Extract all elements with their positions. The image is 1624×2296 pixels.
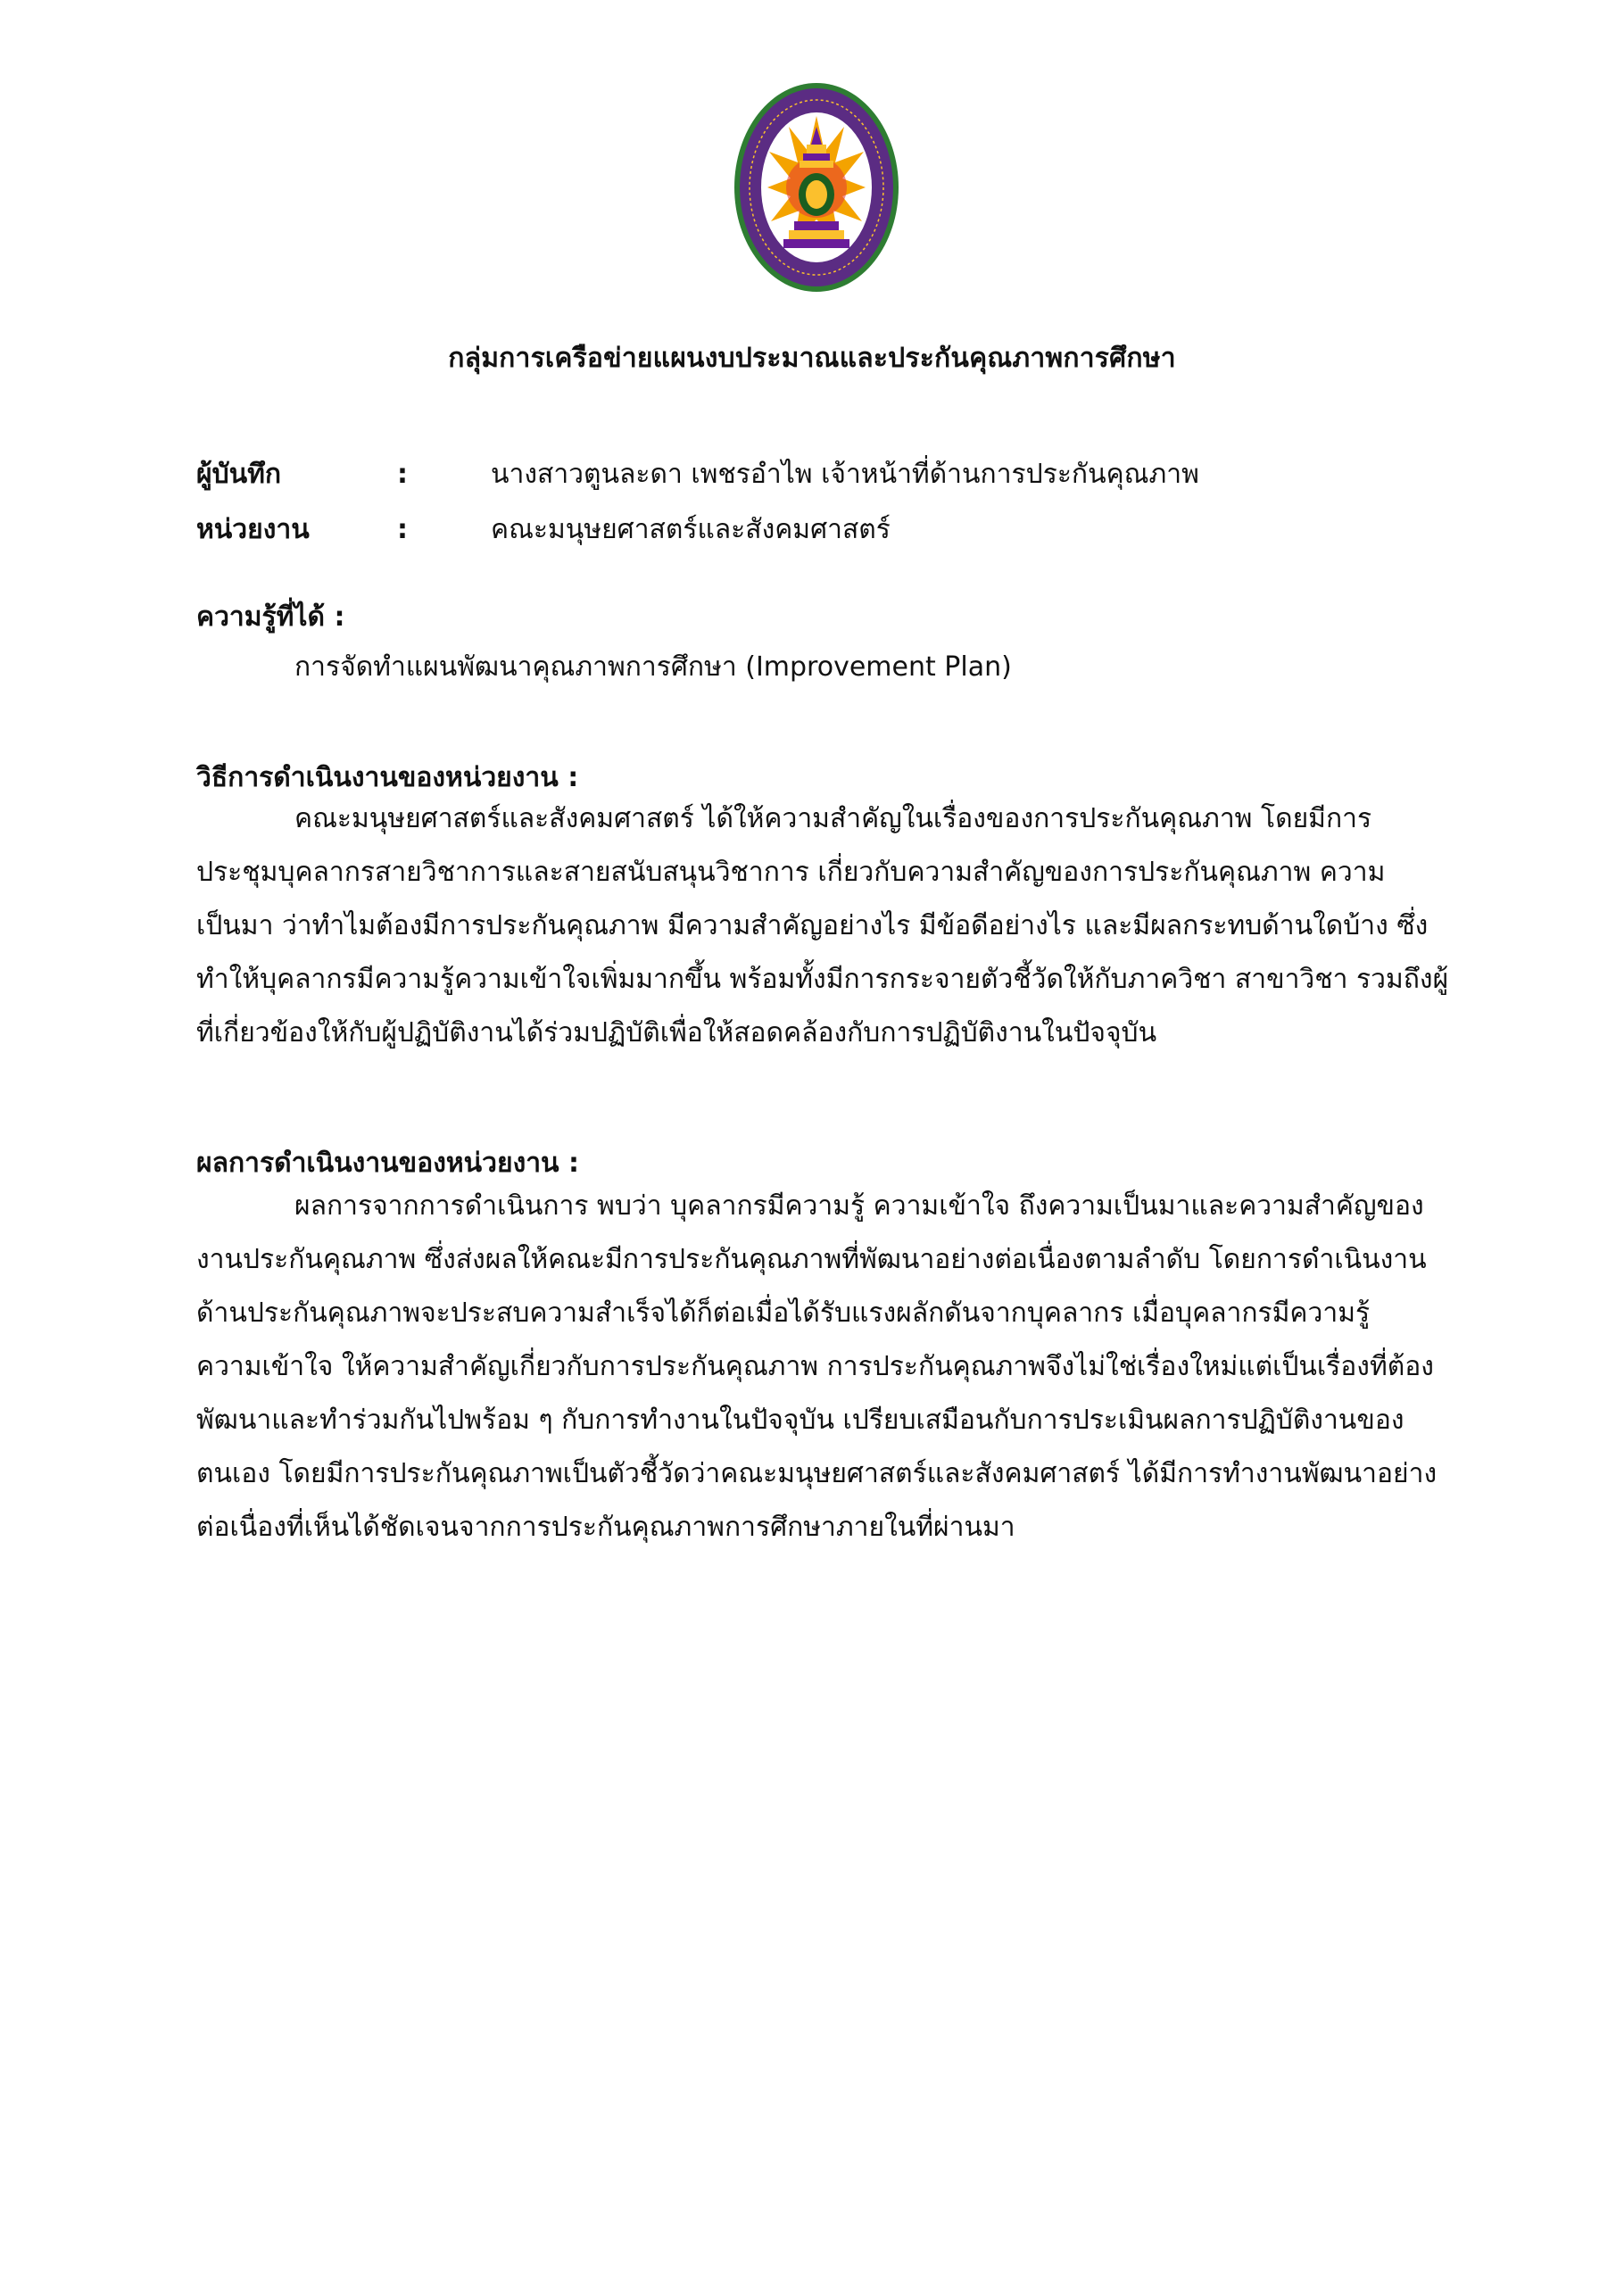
knowledge-text: การจัดทำแผนพัฒนาคุณภาพการศึกษา (Improvement Plan): [294, 651, 1012, 683]
method-line: เป็นมา ว่าทำไมต้องมีการประกันคุณภาพ มีความสำคัญอย่างไร มีข้อดีอย่างไร และมีผลกระทบด้านใดบ้าง ซึ่ง: [196, 910, 1429, 941]
university-seal-logo: [732, 80, 901, 294]
recorder-label: ผู้บันทึก: [196, 459, 282, 490]
unit-value: คณะมนุษยศาสตร์และสังคมศาสตร์: [491, 514, 891, 545]
result-line: ตนเอง โดยมีการประกันคุณภาพเป็นตัวชี้วัดว่าคณะมนุษยศาสตร์และสังคมศาสตร์ ได้มีการทำงานพัฒนาอย่าง: [196, 1458, 1438, 1489]
document-title: กลุ่มการเครือข่ายแผนงบประมาณและประกันคุณภาพการศึกษา: [448, 343, 1176, 374]
result-line: ผลการจากการดำเนินการ พบว่า บุคลากรมีความรู้ ความเข้าใจ ถึงความเป็นมาและความสำคัญของ: [294, 1190, 1424, 1222]
method-line: ประชุมบุคลากรสายวิชาการและสายสนับสนุนวิชาการ เกี่ยวกับความสำคัญของการประกันคุณภาพ ความ: [196, 857, 1386, 888]
result-heading: ผลการดำเนินงานของหน่วยงาน :: [196, 1148, 580, 1179]
method-paragraph: [196, 792, 1449, 1060]
result-line: พัฒนาและทำร่วมกันไปพร้อม ๆ กับการทำงานในปัจจุบัน เปรียบเสมือนกับการประเมินผลการปฏิบัติงานของ: [196, 1405, 1404, 1436]
method-line: ทำให้บุคลากรมีความรู้ความเข้าใจเพิ่มมากขึ้น พร้อมทั้งมีการกระจายตัวชี้วัดให้กับภาควิชา สาขาวิชา รวมถึงผู้: [196, 964, 1449, 995]
result-line: ด้านประกันคุณภาพจะประสบความสำเร็จได้ก็ต่อเมื่อได้รับแรงผลักดันจากบุคลากร เมื่อบุคลากรมีความรู้: [196, 1297, 1371, 1329]
recorder-colon: :: [397, 459, 408, 490]
knowledge-heading: ความรู้ที่ได้ :: [196, 601, 345, 633]
unit-colon: :: [397, 514, 408, 545]
unit-label: หน่วยงาน: [196, 514, 310, 545]
recorder-value: นางสาวตูนละดา เพชรอำไพ เจ้าหน้าที่ด้านการประกันคุณภาพ: [491, 459, 1199, 490]
result-line: ต่อเนื่องที่เห็นได้ชัดเจนจากการประกันคุณภาพการศึกษาภายในที่ผ่านมา: [196, 1512, 1015, 1543]
result-paragraph: [196, 1180, 1446, 1554]
method-heading: วิธีการดำเนินงานของหน่วยงาน :: [196, 762, 579, 793]
method-line: คณะมนุษยศาสตร์และสังคมศาสตร์ ได้ให้ความสำคัญในเรื่องของการประกันคุณภาพ โดยมีการ: [294, 803, 1372, 834]
result-line: งานประกันคุณภาพ ซึ่งส่งผลให้คณะมีการประกันคุณภาพที่พัฒนาอย่างต่อเนื่องตามลำดับ โดยการดำเนินงาน: [196, 1244, 1427, 1275]
method-line: ที่เกี่ยวข้องให้กับผู้ปฏิบัติงานได้ร่วมปฏิบัติเพื่อให้สอดคล้องกับการปฏิบัติงานในปัจจุบัน: [196, 1017, 1157, 1049]
result-line: ความเข้าใจ ให้ความสำคัญเกี่ยวกับการประกันคุณภาพ การประกันคุณภาพจึงไม่ใช่เรื่องใหม่แต่เป็นเรื่องที่ต้อง: [196, 1351, 1434, 1382]
